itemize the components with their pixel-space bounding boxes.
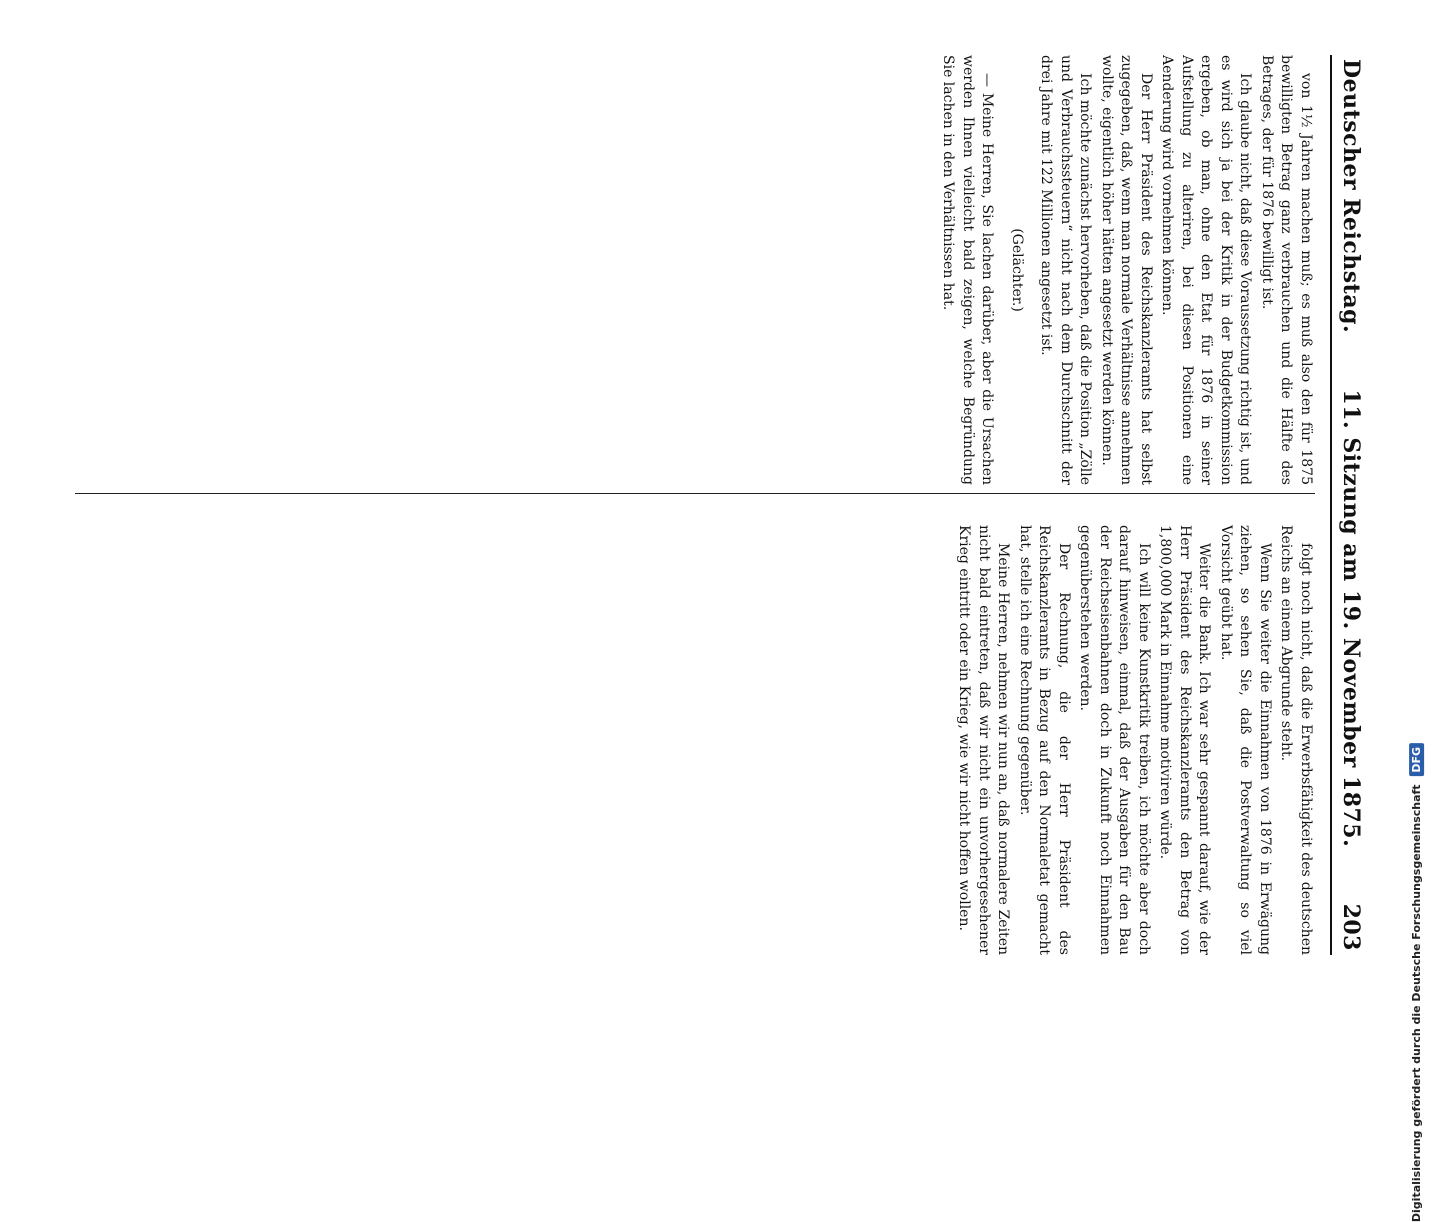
header-left: Deutscher Reichstag. [1338, 59, 1364, 334]
page-number: 203 [1338, 903, 1364, 951]
paragraph: Ich möchte zunächst hervorheben, daß die Position „Zölle und Verbrauchssteuern“ nicht nach dem Durchschnitt der drei Jahre mit 122 Millionen angesetzt ist. [1038, 55, 1094, 485]
right-column [75, 525, 1315, 955]
paragraph: Wenn Sie weiter die Einnahmen von 1876 in Erwägung ziehen, so sehen Sie, daß die Postverwaltung so viel Vorsicht geübt hat. [1218, 525, 1273, 955]
dfg-text: Digitalisierung gefördert durch die Deutsche Forschungsgemeinschaft [1410, 784, 1424, 1222]
paragraph: — Meine Herren, Sie lachen darüber, aber die Ursachen werden Ihnen vielleicht bald zeigen, welche Begründung Sie lachen in den Verhältnissen hat. [940, 55, 996, 485]
paragraph: Ich will keine Kunstkritik treiben, ich möchte aber doch darauf hinweisen, einmal, daß der Ausgaben für den Bau der Reichseisenbahnen doch in Zukunft noch Einnahmen gegenüberstehen werden. [1077, 525, 1152, 955]
dfg-logo: DFG [1410, 743, 1425, 777]
header-session: 11. Sitzung am 19. November 1875. [1338, 389, 1364, 848]
paragraph: Weiter die Bank. Ich war sehr gespannt darauf, wie der Herr Präsident des Reichskanzleramts den Betrag von 1,800,000 Mark in Einnahme motiviren würde. [1157, 525, 1213, 955]
column-divider [75, 493, 1315, 494]
paragraph: von 1½ Jahren machen muß; es muß also den für 1875 bewilligten Betrag ganz verbrauchen und die Hälfte des Betrages, der für 1876 bewilligt ist. [1259, 55, 1314, 485]
page-header [1330, 55, 1370, 955]
interjection: (Gelächter.) [1009, 228, 1025, 312]
dfg-attribution [1406, 10, 1428, 1222]
paragraph: Der Rechnung, die der Herr Präsident des Reichskanzleramts in Bezug auf den Normaletat gemacht hat, stelle ich eine Rechnung gegenüber. [1017, 525, 1072, 955]
paragraph: folgt noch nicht, daß die Erwerbsfähigkeit des deutschen Reichs an einem Abgrunde steht. [1278, 525, 1314, 955]
paragraph: Meine Herren, nehmen wir nun an, daß normalere Zeiten nicht bald eintreten, daß wir nicht ein unvorhergesehener Krieg eintritt oder ein Krieg, wie wir nicht hoffen wollen. [956, 525, 1012, 955]
paragraph: Der Herr Präsident des Reichskanzleramts hat selbst zugegeben, daß, wenn man normale Verhältnisse annehmen wollte, eigentlich höher hätten angesetzt werden können. [1099, 55, 1154, 485]
paragraph: Ich glaube nicht, daß diese Voraussetzung richtig ist, und es wird sich ja bei der Kritik in der Budgetkommission ergeben, ob man, ohne den Etat für 1876 in seiner Aufstellung zu alteriren, bei diesen Positionen eine Aenderung wird vornehmen können. [1159, 55, 1254, 485]
left-column [75, 55, 1315, 485]
